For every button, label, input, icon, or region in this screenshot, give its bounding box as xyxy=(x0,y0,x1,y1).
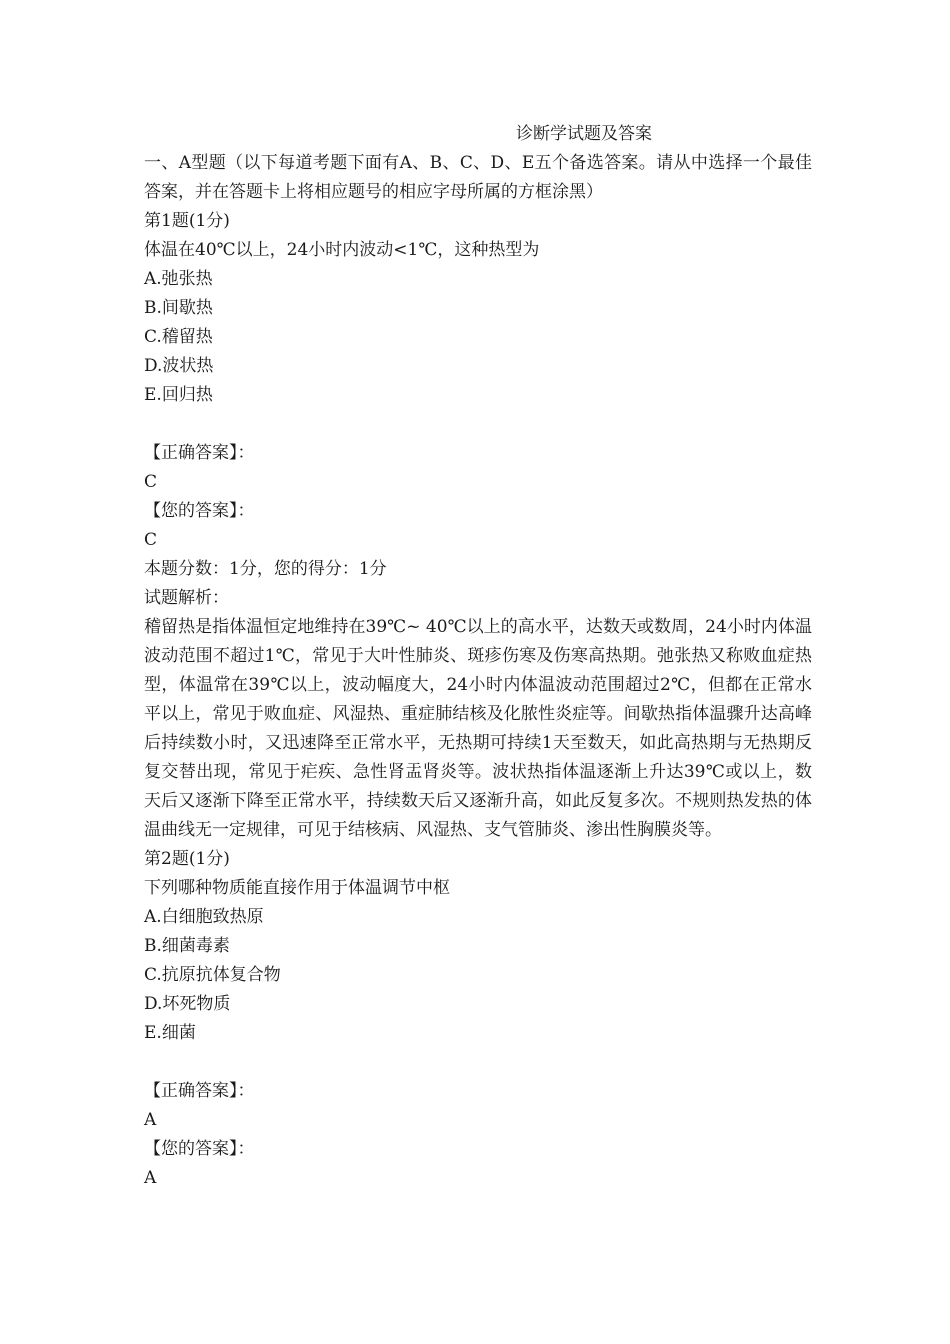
question-2-option-e: E.细菌 xyxy=(144,1023,196,1043)
spacer xyxy=(144,1048,812,1077)
section-header: 一、A型题（以下每道考题下面有A、B、C、D、E五个备选答案。请从中选择一个最佳答案，并在答题卡上将相应题号的相应字母所属的方框涂黑） xyxy=(144,153,812,202)
question-2-yours-value: A xyxy=(144,1168,157,1188)
question-1-number: 第1题(1分) xyxy=(144,211,230,231)
question-1-stem: 体温在40℃以上，24小时内波动<1℃，这种热型为 xyxy=(144,240,540,260)
question-1-correct-value: C xyxy=(144,472,158,492)
question-1-score: 本题分数：1分，您的得分：1分 xyxy=(144,559,387,579)
question-1-yours-label: 【您的答案】： xyxy=(144,501,255,521)
question-1-analysis-label: 试题解析： xyxy=(144,588,229,608)
question-2-options xyxy=(144,903,812,1048)
question-2-number: 第2题(1分) xyxy=(144,849,230,869)
question-2-option-a: A.白细胞致热原 xyxy=(144,907,264,927)
question-2-option-c: C.抗原抗体复合物 xyxy=(144,965,281,985)
spacer xyxy=(144,410,812,439)
question-2-stem: 下列哪种物质能直接作用于体温调节中枢 xyxy=(144,878,450,898)
question-2-yours-label: 【您的答案】： xyxy=(144,1139,255,1159)
question-2-correct-value: A xyxy=(144,1110,157,1130)
document-title: 诊断学试题及答案 xyxy=(516,124,652,144)
question-1-option-e: E.回归热 xyxy=(144,385,213,405)
question-1-option-c: C.稽留热 xyxy=(144,327,213,347)
question-2-option-b: B.细菌毒素 xyxy=(144,936,230,956)
question-1-options xyxy=(144,265,812,410)
question-1-option-b: B.间歇热 xyxy=(144,298,213,318)
question-1-option-a: A.弛张热 xyxy=(144,269,213,289)
question-1 xyxy=(144,207,812,845)
question-2-correct-label: 【正确答案】： xyxy=(144,1081,255,1101)
question-1-yours-value: C xyxy=(144,530,158,550)
question-2 xyxy=(144,845,812,1193)
question-1-correct-label: 【正确答案】： xyxy=(144,443,255,463)
question-1-analysis: 稽留热是指体温恒定地维持在39℃~ 40℃以上的高水平，达数天或数周，24小时内体温波动范围不超过1℃，常见于大叶性肺炎、斑疹伤寒及伤寒高热期。弛张热又称败血症热型，体温常在39℃以上，波动幅度大，24小时内体温波动范围超过2℃，但都在正常水平以上，常见于败血症、风湿热、重症肺结核及化脓性炎症等。间歇热指体温骤升达高峰后持续数小时，又迅速降至正常水平，无热期可持续1天至数天，如此高热期与无热期反复交替出现，常见于疟疾、急性肾盂肾炎等。波状热指体温逐渐上升达39℃或以上，数天后又逐渐下降至正常水平，持续数天后又逐渐升高，如此反复多次。不规则热发热的体温曲线无一定规律，可见于结核病、风湿热、支气管肺炎、渗出性胸膜炎等。 xyxy=(144,617,812,840)
question-1-option-d: D.波状热 xyxy=(144,356,214,376)
document-content xyxy=(144,120,812,1193)
question-2-option-d: D.坏死物质 xyxy=(144,994,231,1014)
